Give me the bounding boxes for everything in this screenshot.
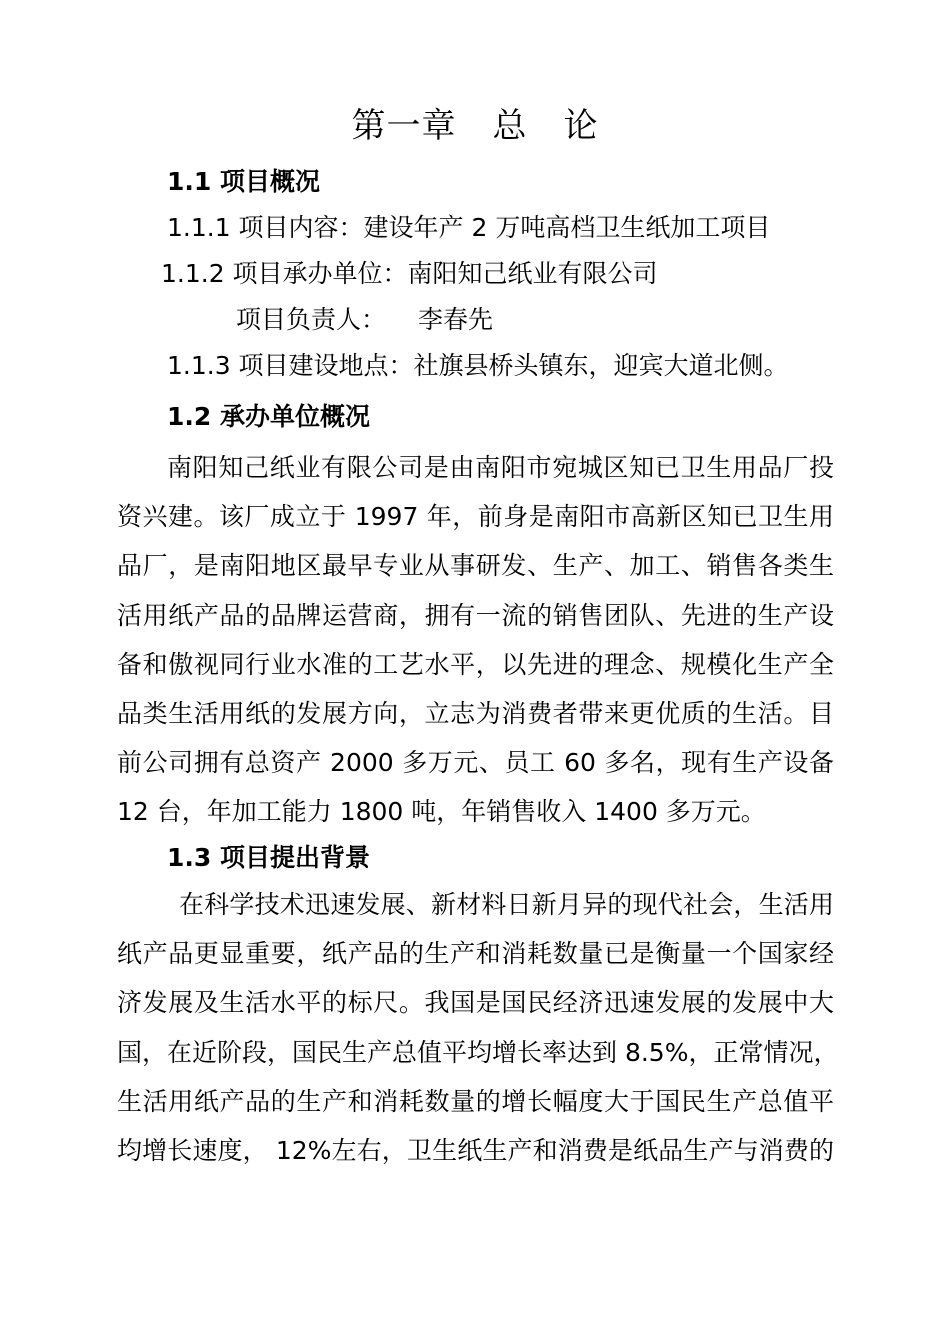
section-heading-1-3: 1.3 项目提出背景 — [167, 843, 370, 872]
section-heading-1-1: 1.1 项目概况 — [167, 167, 320, 196]
paragraph-line: 12 台，年加工能力 1800 吨，年销售收入 1400 多万元。 — [117, 797, 766, 827]
paragraph-line: 前公司拥有总资产 2000 多万元、员工 60 多名，现有生产设备 — [117, 748, 834, 778]
paragraph-line: 纸产品更显重要，纸产品的生产和消耗数量已是衡量一个国家经 — [117, 939, 834, 969]
item-1-1-3: 1.1.3 项目建设地点：社旗县桥头镇东，迎宾大道北侧。 — [167, 351, 789, 380]
chapter-title-part3: 论 — [563, 106, 599, 146]
chapter-title-part2: 总 — [492, 106, 528, 146]
item-1-1-1: 1.1.1 项目内容：建设年产 2 万吨高档卫生纸加工项目 — [167, 213, 771, 242]
paragraph-line: 品厂，是南阳地区最早专业从事研发、生产、加工、销售各类生 — [117, 551, 834, 581]
paragraph-line: 生活用纸产品的生产和消耗数量的增长幅度大于国民生产总值平 — [117, 1086, 834, 1116]
paragraph-line: 品类生活用纸的发展方向，立志为消费者带来更优质的生活。目 — [117, 699, 834, 729]
paragraph-line: 均增长速度， 12%左右，卫生纸生产和消费是纸品生产与消费的 — [117, 1136, 834, 1166]
paragraph-line: 活用纸产品的品牌运营商，拥有一流的销售团队、先进的生产设 — [117, 600, 834, 630]
paragraph-line: 备和傲视同行业水准的工艺水平，以先进的理念、规模化生产全 — [117, 649, 834, 679]
paragraph-line: 在科学技术迅速发展、新材料日新月异的现代社会，生活用 — [179, 890, 834, 919]
background-paragraph — [117, 880, 839, 1175]
chapter-title — [0, 106, 950, 146]
paragraph-line: 济发展及生活水平的标尺。我国是国民经济迅速发展的发展中大 — [117, 988, 834, 1018]
section-heading-1-2: 1.2 承办单位概况 — [167, 402, 370, 431]
paragraph-line: 南阳知己纸业有限公司是由南阳市宛城区知已卫生用品厂投 — [167, 453, 834, 482]
responsible-person-line — [236, 305, 493, 335]
responsible-name: 李春先 — [418, 305, 494, 334]
paragraph-line: 国，在近阶段，国民生产总值平均增长率达到 8.5%，正常情况， — [117, 1037, 839, 1067]
responsible-label: 项目负责人： — [236, 305, 387, 334]
company-overview-paragraph — [117, 443, 834, 837]
paragraph-line: 资兴建。该厂成立于 1997 年，前身是南阳市高新区知已卫生用 — [117, 502, 834, 532]
chapter-title-part1: 第一章 — [351, 106, 457, 146]
item-1-1-2: 1.1.2 项目承办单位：南阳知己纸业有限公司 — [161, 259, 658, 288]
